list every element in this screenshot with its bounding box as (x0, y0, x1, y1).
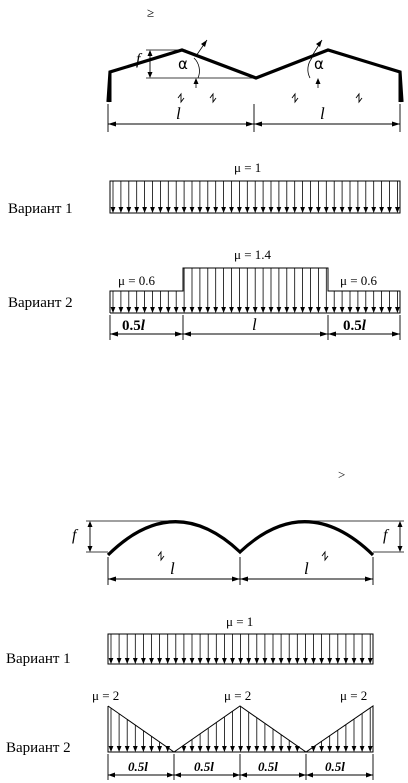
alpha-right-label: α (314, 55, 324, 73)
load-arrow-head (149, 746, 154, 752)
bottom-span-dimensions (108, 557, 373, 585)
load-arrow-head (198, 307, 203, 313)
load-arrow-head (205, 307, 210, 313)
load-arrow-head (142, 207, 147, 213)
mu-left-label: μ = 0.6 (118, 273, 156, 288)
load-arrow-head (340, 207, 345, 213)
load-arrow-head (308, 307, 313, 313)
load-arrow-head (271, 746, 276, 752)
load-arrow-head (221, 307, 226, 313)
break-tick (292, 94, 298, 102)
load-arrow-head (254, 658, 259, 664)
load-arrow-head (237, 307, 242, 313)
break-tick (178, 94, 184, 102)
load-arrow-head (150, 307, 155, 313)
left-f-dimension (72, 521, 176, 552)
load-arrow-head (395, 207, 400, 213)
bottom-variant2 (6, 688, 373, 780)
angle-alpha-right (308, 40, 324, 88)
arch-roof-profile (108, 522, 373, 560)
load-arrow-head (332, 207, 337, 213)
load-arrow-head (371, 307, 376, 313)
variant1-label: Вариант 1 (6, 651, 71, 667)
load-arrow-head (348, 307, 353, 313)
load-arrow-head (395, 307, 400, 313)
load-arrow-head (182, 746, 187, 752)
dim-label-3: 0.5l (258, 759, 278, 774)
load-arrow-head (360, 746, 365, 752)
load-arrow-head (214, 658, 219, 664)
load-arrow-head (198, 207, 203, 213)
load-arrow-head (230, 658, 235, 664)
load-arrow-head (332, 307, 337, 313)
load-arrow-head (368, 746, 373, 752)
load-arrow-head (316, 307, 321, 313)
load-arrow-head (174, 207, 179, 213)
load-arrow-head (319, 658, 324, 664)
dim-mid-label: l (252, 315, 257, 334)
load-arrow-head (319, 746, 324, 752)
load-arrow-head (363, 307, 368, 313)
load-arrow-head (368, 658, 373, 664)
load-arrow-head (198, 746, 203, 752)
load-arrow-head (109, 658, 114, 664)
load-arrow-head (344, 746, 349, 752)
load-arrow-head (324, 307, 329, 313)
load-arrow-head (269, 307, 274, 313)
load-arrow-head (284, 307, 289, 313)
load-arrow-head (166, 207, 171, 213)
load-arrow-head (246, 658, 251, 664)
load-arrow-head (387, 207, 392, 213)
load-arrow-head (327, 746, 332, 752)
variant2-label: Вариант 2 (6, 740, 71, 756)
load-arrow-head (206, 658, 211, 664)
load-arrow-head (237, 207, 242, 213)
load-arrow-head (356, 307, 361, 313)
load-arrow-head (387, 307, 392, 313)
load-arrow-head (269, 207, 274, 213)
load-arrows (109, 706, 373, 752)
load-arrow-head (303, 658, 308, 664)
load-arrow-head (190, 207, 195, 213)
load-arrow-head (182, 658, 187, 664)
load-arrow-head (245, 307, 250, 313)
load-arrow-head (126, 307, 131, 313)
load-arrow-head (344, 658, 349, 664)
load-arrow-head (133, 658, 138, 664)
top-variant2 (8, 247, 400, 340)
load-arrow-head (360, 658, 365, 664)
load-arrow-head (335, 658, 340, 664)
load-arrow-head (222, 746, 227, 752)
load-arrows (111, 181, 400, 213)
mu-mid-label: μ = 2 (224, 688, 252, 703)
mu-uniform-label: μ = 1 (234, 160, 262, 175)
dim-right-label: 0.5l (343, 318, 366, 334)
load-arrow-head (117, 746, 122, 752)
load-arrow-head (109, 746, 114, 752)
load-arrow-head (166, 307, 171, 313)
load-arrow-head (277, 207, 282, 213)
load-arrow-head (279, 658, 284, 664)
variant1-label: Вариант 1 (8, 201, 73, 217)
load-arrow-head (157, 746, 162, 752)
load-arrow-head (238, 746, 243, 752)
load-arrow-head (173, 658, 178, 664)
load-arrow-head (277, 307, 282, 313)
mu-right-label: μ = 2 (340, 688, 368, 703)
load-arrow-head (222, 658, 227, 664)
load-arrow-head (253, 307, 258, 313)
load-arrow-head (292, 207, 297, 213)
load-arrow-head (134, 207, 139, 213)
mu-mid-label: μ = 1.4 (234, 247, 272, 262)
load-arrow-head (119, 307, 124, 313)
load-arrow-head (125, 746, 130, 752)
top-section (8, 5, 402, 340)
load-arrow-head (279, 746, 284, 752)
load-arrow-head (205, 207, 210, 213)
dim-label-2: 0.5l (194, 759, 214, 774)
load-arrow-head (158, 207, 163, 213)
alpha-left-label: α (178, 55, 188, 73)
load-arrow-head (371, 207, 376, 213)
span-label-left: l (170, 559, 175, 578)
bottom-variant1 (6, 614, 373, 667)
dim-left-label: 0.5l (122, 318, 145, 334)
load-arrow-head (190, 746, 195, 752)
arch-outline (108, 522, 373, 555)
load-arrow-head (352, 746, 357, 752)
span-label-right: l (320, 104, 325, 123)
load-arrow-head (133, 746, 138, 752)
gable-roof-profile (108, 50, 402, 102)
top-variant1 (8, 160, 400, 217)
load-arrow-head (348, 207, 353, 213)
load-arrow-head (229, 207, 234, 213)
load-arrow-head (221, 207, 226, 213)
load-arrow-head (126, 207, 131, 213)
f-left-label: f (72, 527, 77, 544)
load-arrow-head (149, 658, 154, 664)
load-arrow-head (158, 307, 163, 313)
load-arrow-head (340, 307, 345, 313)
load-arrow-head (150, 207, 155, 213)
load-arrow-head (287, 658, 292, 664)
load-arrow-head (271, 658, 276, 664)
load-arrow-head (253, 207, 258, 213)
load-arrow-head (111, 207, 116, 213)
load-arrow-head (213, 207, 218, 213)
load-arrow-head (141, 746, 146, 752)
load-arrow-head (352, 658, 357, 664)
bottom-condition-mark: > (338, 467, 346, 482)
load-arrow-head (300, 207, 305, 213)
mu-left-label: μ = 2 (92, 688, 120, 703)
dim-label-4: 0.5l (325, 759, 345, 774)
load-arrow-head (261, 207, 266, 213)
load-arrow-head (238, 658, 243, 664)
dim-label-1: 0.5l (128, 759, 148, 774)
load-arrow-head (157, 658, 162, 664)
load-arrow-head (263, 658, 268, 664)
load-arrow-head (134, 307, 139, 313)
load-arrow-head (287, 746, 292, 752)
load-arrow-head (311, 746, 316, 752)
load-arrow-head (261, 307, 266, 313)
load-arrow-head (111, 307, 116, 313)
mu-right-label: μ = 0.6 (340, 273, 378, 288)
load-arrow-head (327, 658, 332, 664)
break-tick (356, 94, 362, 102)
span-label-left: l (176, 104, 181, 123)
load-arrow-head (198, 658, 203, 664)
load-arrow-head (308, 207, 313, 213)
load-arrow-head (284, 207, 289, 213)
load-arrow-head (295, 746, 300, 752)
load-arrow-head (379, 207, 384, 213)
mu-uniform-label: μ = 1 (226, 614, 254, 629)
load-arrow-head (213, 307, 218, 313)
load-arrow-head (335, 746, 340, 752)
variant2-label: Вариант 2 (8, 295, 73, 311)
load-arrow-head (230, 746, 235, 752)
load-arrow-head (119, 207, 124, 213)
load-arrow-head (142, 307, 147, 313)
load-arrow-head (141, 658, 146, 664)
break-tick (158, 552, 164, 560)
load-arrow-head (229, 307, 234, 313)
load-arrow-head (311, 658, 316, 664)
load-arrows (109, 634, 373, 664)
f-right-label: f (383, 527, 388, 544)
break-tick (322, 552, 328, 560)
load-arrow-head (379, 307, 384, 313)
load-arrow-head (125, 658, 130, 664)
f-label: f (136, 51, 141, 68)
angle-alpha-left (178, 40, 207, 88)
load-arrow-head (356, 207, 361, 213)
load-arrow-head (254, 746, 259, 752)
load-arrow-head (117, 658, 122, 664)
top-condition-mark: ≥ (147, 5, 155, 20)
load-arrow-head (182, 207, 187, 213)
load-arrow-head (263, 746, 268, 752)
load-arrow-head (246, 746, 251, 752)
span-label-right: l (304, 559, 309, 578)
right-f-dimension (306, 521, 404, 552)
load-arrow-head (174, 307, 179, 313)
load-arrow-head (292, 307, 297, 313)
load-arrow-head (190, 307, 195, 313)
load-arrow-head (206, 746, 211, 752)
load-arrow-head (165, 658, 170, 664)
load-arrow-head (190, 658, 195, 664)
load-arrow-head (324, 207, 329, 213)
span-dimensions (108, 104, 400, 132)
load-arrow-head (295, 658, 300, 664)
load-arrow-head (214, 746, 219, 752)
load-arrow-head (182, 307, 187, 313)
load-arrow-head (363, 207, 368, 213)
bottom-section (6, 467, 404, 780)
load-arrow-head (316, 207, 321, 213)
roof-outline (108, 50, 402, 102)
load-arrow-head (245, 207, 250, 213)
load-arrow-head (300, 307, 305, 313)
break-tick (210, 94, 216, 102)
